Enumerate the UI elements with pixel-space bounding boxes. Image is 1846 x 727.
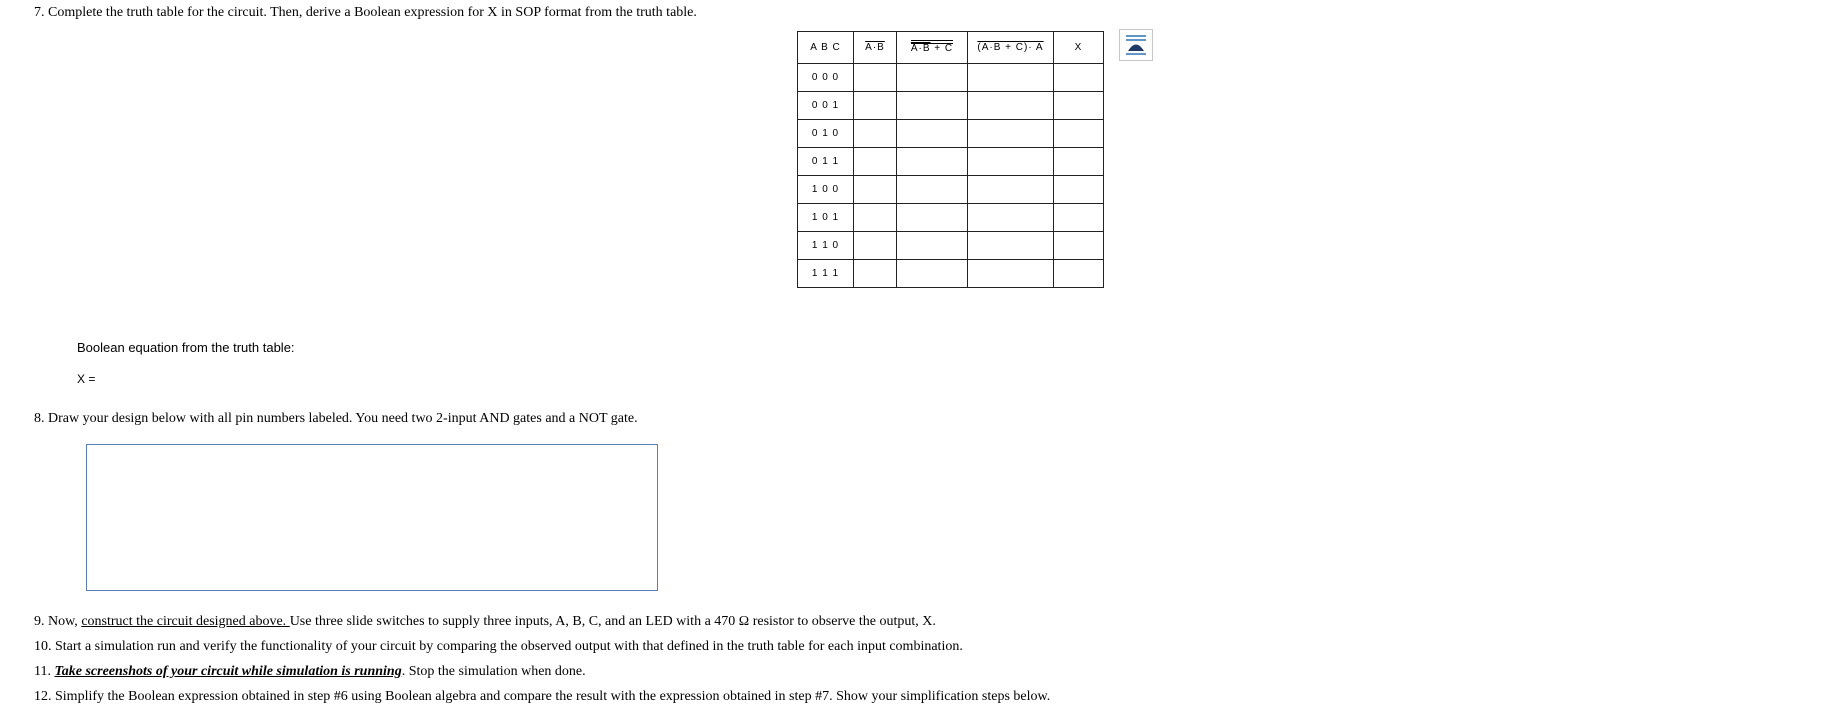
table-row [798,232,1104,260]
row-input: 0 0 1 [798,92,854,120]
answer-cell[interactable] [897,232,968,260]
header-abc: A B C [798,32,854,64]
boolean-equation-label: Boolean equation from the truth table: [77,340,295,355]
question-9: 9. Now, construct the circuit designed above. Use three slide switches to supply three inputs, A, B, C, and an LED with a 470 Ω resistor to observe the output, X. [34,614,936,629]
row-input: 1 1 1 [798,260,854,288]
question-11: 11. Take screenshots of your circuit while simulation is running. Stop the simulation when done. [34,664,586,679]
answer-cell[interactable] [897,92,968,120]
answer-cell[interactable] [1054,260,1104,288]
answer-cell[interactable] [968,232,1054,260]
table-row [798,120,1104,148]
row-input: 1 1 0 [798,232,854,260]
answer-cell[interactable] [854,64,897,92]
answer-cell[interactable] [897,176,968,204]
answer-cell[interactable] [968,92,1054,120]
table-header-row [798,32,1104,64]
answer-cell[interactable] [968,176,1054,204]
answer-cell[interactable] [854,204,897,232]
header-x: X [1054,32,1104,64]
answer-cell[interactable] [897,64,968,92]
answer-cell[interactable] [1054,232,1104,260]
header-expression: (A·B + C)· A [968,32,1054,64]
row-input: 0 0 0 [798,64,854,92]
truth-table [797,31,1104,288]
answer-cell[interactable] [968,260,1054,288]
table-row [798,92,1104,120]
row-input: 1 0 0 [798,176,854,204]
design-drawing-box[interactable] [86,444,658,591]
answer-cell[interactable] [854,176,897,204]
answer-cell[interactable] [897,204,968,232]
table-row [798,204,1104,232]
answer-cell[interactable] [968,148,1054,176]
answer-cell[interactable] [854,92,897,120]
header-ab-not-plus-c: A·B + C [897,32,968,64]
table-row [798,64,1104,92]
answer-cell[interactable] [854,260,897,288]
table-row [798,148,1104,176]
answer-cell[interactable] [897,148,968,176]
answer-cell[interactable] [854,232,897,260]
layout-options-icon[interactable] [1119,29,1153,61]
row-input: 1 0 1 [798,204,854,232]
answer-cell[interactable] [968,120,1054,148]
answer-cell[interactable] [1054,92,1104,120]
table-row [798,260,1104,288]
question-10: 10. Start a simulation run and verify the functionality of your circuit by comparing the observed output with that defined in the truth table for each input combination. [34,639,963,654]
question-12: 12. Simplify the Boolean expression obtained in step #6 using Boolean algebra and compare the result with the expression obtained in step #7. Show your simplification steps below. [34,689,1051,704]
row-input: 0 1 1 [798,148,854,176]
answer-cell[interactable] [968,64,1054,92]
answer-cell[interactable] [1054,176,1104,204]
answer-cell[interactable] [1054,120,1104,148]
answer-cell[interactable] [968,204,1054,232]
answer-cell[interactable] [897,120,968,148]
question-8: 8. Draw your design below with all pin numbers labeled. You need two 2-input AND gates and a NOT gate. [34,411,638,426]
answer-cell[interactable] [854,120,897,148]
answer-cell[interactable] [1054,204,1104,232]
table-row [798,176,1104,204]
x-equals-label: X = [77,372,96,386]
row-input: 0 1 0 [798,120,854,148]
header-ab-not: A·B [854,32,897,64]
question-7: 7. Complete the truth table for the circuit. Then, derive a Boolean expression for X in SOP format from the truth table. [34,5,697,20]
answer-cell[interactable] [854,148,897,176]
answer-cell[interactable] [1054,148,1104,176]
answer-cell[interactable] [1054,64,1104,92]
answer-cell[interactable] [897,260,968,288]
